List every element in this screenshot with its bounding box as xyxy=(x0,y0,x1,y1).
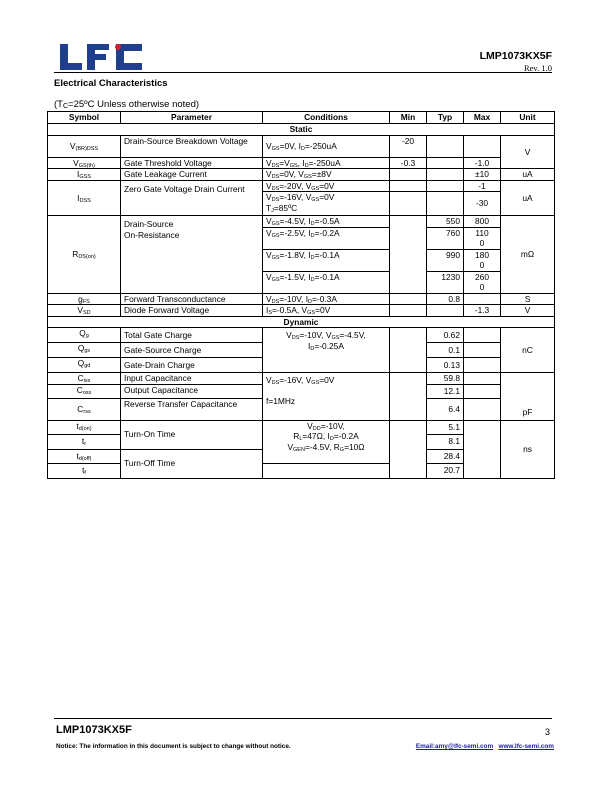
condition-cell: $V_{DS}=-10V$, $V_{GS}=-4.5V$, $I_D=-0.25A$ xyxy=(263,328,390,373)
max-cell xyxy=(464,343,501,358)
symbol-cell: $V_{(BR)DSS}$ xyxy=(48,135,121,157)
typ-cell: 550 xyxy=(427,216,464,228)
typ-cell: 0.1 xyxy=(427,343,464,358)
header-conditions: Conditions xyxy=(263,112,390,124)
parameter-cell: Gate-Source Charge xyxy=(121,343,263,358)
email-address: amy@lfc-semi.com xyxy=(435,743,494,750)
condition-cell: $V_{GS}=-1.5V$, $I_D=-0.1A$ xyxy=(263,271,390,293)
table-row xyxy=(48,216,555,228)
max-cell xyxy=(464,135,501,157)
header-max: Max xyxy=(464,112,501,124)
table-row xyxy=(48,305,555,317)
footer-divider xyxy=(54,718,552,719)
min-cell xyxy=(390,305,427,317)
parameter-cell: Turn-Off Time xyxy=(121,449,263,478)
header-unit: Unit xyxy=(501,112,555,124)
symbol-cell: $C_{oss}$ xyxy=(48,384,121,398)
min-cell xyxy=(390,192,427,216)
parameter-text: Drain-Source On-Resistance xyxy=(124,219,180,240)
max-cell: -1 xyxy=(464,180,501,192)
max-cell xyxy=(464,384,501,398)
parameter-cell: Gate Threshold Voltage xyxy=(121,157,263,169)
typ-cell: 1230 xyxy=(427,271,464,293)
website-link[interactable]: www.lfc-semi.com xyxy=(498,743,554,750)
typ-cell: 28.4 xyxy=(427,449,464,463)
footer-part-number: LMP1073KX5F xyxy=(56,724,132,736)
unit-cell: pF xyxy=(501,373,555,421)
max-cell xyxy=(464,358,501,373)
parameter-cell: Forward Transconductance xyxy=(121,293,263,305)
condition-note: ($T_C=25ºC$ Unless otherwise noted) xyxy=(54,99,200,110)
parameter-cell: Gate Leakage Current xyxy=(121,169,263,181)
min-cell xyxy=(390,420,427,478)
symbol-cell: $t_{d(off)}$ xyxy=(48,449,121,463)
header-divider xyxy=(54,72,552,73)
max-cell xyxy=(464,373,501,385)
typ-cell: 0.62 xyxy=(427,328,464,343)
typ-cell xyxy=(427,157,464,169)
condition-cell: $V_{DS}=0V$, $V_{GS}=\pm 8V$ xyxy=(263,169,390,181)
min-cell xyxy=(390,373,427,421)
symbol-cell: $t_f$ xyxy=(48,463,121,478)
header-symbol: Symbol xyxy=(48,112,121,124)
parameter-cell: Reverse Transfer Capacitance xyxy=(121,398,263,420)
max-cell: 110 0 xyxy=(464,227,501,249)
unit-cell: V xyxy=(501,305,555,317)
unit-cell: nC xyxy=(501,328,555,373)
static-label: Static xyxy=(48,124,555,136)
min-cell xyxy=(390,293,427,305)
email-label: Email: xyxy=(415,743,436,750)
condition-cell xyxy=(263,463,390,478)
table-row xyxy=(48,157,555,169)
min-cell xyxy=(390,328,427,373)
max-cell: -1.0 xyxy=(464,157,501,169)
max-cell xyxy=(464,328,501,343)
condition-cell: $V_{DS}=-16V$, $V_{GS}=0V$ f=1MHz xyxy=(263,373,390,421)
header-part-number: LMP1073KX5F xyxy=(479,50,552,62)
condition-cell: $V_{DD}=-10V$, $R_L=47\Omega$, $I_D=-0.2A$ $V_{GEN}=-4.5V$, $R_G=10\Omega$ xyxy=(263,420,390,463)
unit-cell: V xyxy=(501,135,555,169)
condition-cell: $V_{GS}=-1.8V$, $I_D=-0.1A$ xyxy=(263,249,390,271)
symbol-cell: $I_{GSS}$ xyxy=(48,169,121,181)
symbol-cell: $t_r$ xyxy=(48,434,121,449)
typ-cell: 990 xyxy=(427,249,464,271)
electrical-characteristics-table xyxy=(47,111,555,479)
unit-cell: uA xyxy=(501,169,555,181)
typ-cell: 0.8 xyxy=(427,293,464,305)
section-row-static xyxy=(48,124,555,136)
symbol-cell: $g_{FS}$ xyxy=(48,293,121,305)
min-cell xyxy=(390,216,427,294)
typ-cell: 5.1 xyxy=(427,420,464,434)
typ-cell: 59.8 xyxy=(427,373,464,385)
max-cell: -30 xyxy=(464,192,501,216)
unit-cell: mΩ xyxy=(501,216,555,294)
symbol-cell: $I_{DSS}$ xyxy=(48,180,121,216)
table-row xyxy=(48,293,555,305)
parameter-cell: Input Capacitance xyxy=(121,373,263,385)
unit-cell: S xyxy=(501,293,555,305)
parameter-cell: Output Capacitance xyxy=(121,384,263,398)
symbol-cell: $R_{DS(on)}$ xyxy=(48,216,121,294)
typ-cell: 8.1 xyxy=(427,434,464,449)
min-cell xyxy=(390,180,427,192)
symbol-cell: $Q_{gs}$ xyxy=(48,343,121,358)
parameter-cell: Turn-On Time xyxy=(121,420,263,449)
min-cell: -20 xyxy=(390,135,427,157)
typ-cell: 12.1 xyxy=(427,384,464,398)
revision-label: Rev. 1.0 xyxy=(523,63,552,73)
typ-cell: 0.13 xyxy=(427,358,464,373)
table-row xyxy=(48,135,555,157)
table-row xyxy=(48,169,555,181)
section-row-dynamic xyxy=(48,316,555,328)
typ-cell xyxy=(427,180,464,192)
symbol-cell: $Q_{gd}$ xyxy=(48,358,121,373)
symbol-cell: $t_{d(on)}$ xyxy=(48,420,121,434)
header-typ: Typ xyxy=(427,112,464,124)
table-header-row xyxy=(48,112,555,124)
max-cell: ±10 xyxy=(464,169,501,181)
symbol-cell: $V_{GS(th)}$ xyxy=(48,157,121,169)
condition-cell: $V_{GS}=-2.5V$, $I_D=-0.2A$ xyxy=(263,227,390,249)
condition-cell: $I_S=-0.5A$, $V_{GS}=0V$ xyxy=(263,305,390,317)
header-parameter: Parameter xyxy=(121,112,263,124)
typ-cell: 6.4 xyxy=(427,398,464,420)
table-row xyxy=(48,328,555,343)
max-cell xyxy=(464,420,501,478)
max-cell: 180 0 xyxy=(464,249,501,271)
symbol-cell: $Q_g$ xyxy=(48,328,121,343)
table-row xyxy=(48,373,555,385)
symbol-cell: $V_{SD}$ xyxy=(48,305,121,317)
max-cell: -1.3 xyxy=(464,305,501,317)
page-number: 3 xyxy=(544,727,550,737)
max-cell: 800 xyxy=(464,216,501,228)
parameter-cell: Diode Forward Voltage xyxy=(121,305,263,317)
condition-cell: $V_{GS}=0V$, $I_D=-250uA$ xyxy=(263,135,390,157)
typ-cell: 760 xyxy=(427,227,464,249)
header-min: Min xyxy=(390,112,427,124)
table-row xyxy=(48,420,555,434)
table-row xyxy=(48,180,555,192)
min-cell: -0.3 xyxy=(390,157,427,169)
parameter-cell: Drain-Source Breakdown Voltage xyxy=(121,135,263,157)
max-cell xyxy=(464,293,501,305)
typ-cell: 20.7 xyxy=(427,463,464,478)
condition-cell: $V_{DS}=-10V$, $I_D=-0.3A$ xyxy=(263,293,390,305)
condition-cell: $V_{DS}=V_{GS}$, $I_D=-250uA$ xyxy=(263,157,390,169)
typ-cell xyxy=(427,169,464,181)
footer-notice: Notice: The information in this document is subject to change without notice. xyxy=(56,743,291,750)
unit-cell: ns xyxy=(501,420,555,478)
condition-cell: $V_{DS}=-20V$, $V_{GS}=0V$ xyxy=(263,180,390,192)
parameter-cell: Zero Gate Voltage Drain Current xyxy=(121,180,263,216)
parameter-cell xyxy=(121,216,263,294)
section-title: Electrical Characteristics xyxy=(54,78,168,89)
email-link[interactable] xyxy=(416,743,493,750)
typ-cell xyxy=(427,192,464,216)
parameter-cell: Total Gate Charge xyxy=(121,328,263,343)
symbol-cell: $C_{iss}$ xyxy=(48,373,121,385)
company-logo xyxy=(60,44,144,75)
typ-cell xyxy=(427,135,464,157)
max-cell xyxy=(464,398,501,420)
dynamic-label: Dynamic xyxy=(48,316,555,328)
min-cell xyxy=(390,169,427,181)
footer-links xyxy=(416,743,554,750)
parameter-cell: Gate-Drain Charge xyxy=(121,358,263,373)
unit-cell: uA xyxy=(501,180,555,216)
condition-cell: $V_{GS}=-4.5V$, $I_D=-0.5A$ xyxy=(263,216,390,228)
symbol-cell: $C_{rss}$ xyxy=(48,398,121,420)
condition-cell: $V_{DS}=-16V$, $V_{GS}=0V$ $T_J=85ºC$ xyxy=(263,192,390,216)
typ-cell xyxy=(427,305,464,317)
max-cell: 260 0 xyxy=(464,271,501,293)
